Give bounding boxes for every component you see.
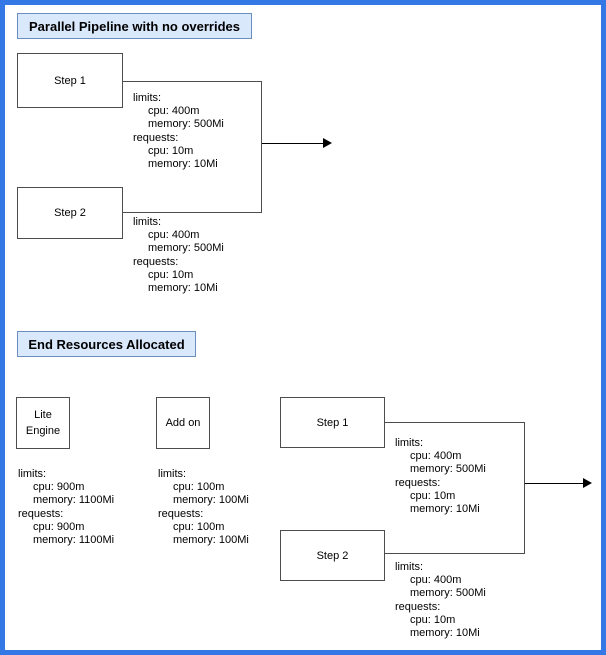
resource-line: limits:: [158, 468, 187, 480]
bottom-step2-box: [280, 530, 385, 581]
resource-line: memory: 1100Mi: [33, 534, 115, 547]
resource-line: cpu: 10m: [410, 613, 456, 626]
resource-line: cpu: 400m: [148, 105, 200, 118]
top-section-heading: Parallel Pipeline with no overrides: [17, 13, 252, 39]
resource-line: limits:: [18, 468, 47, 480]
top-step2-box: [17, 187, 123, 239]
top-step1-label: Step 1: [54, 74, 86, 87]
resource-line: cpu: 900m: [33, 520, 85, 533]
resource-line: requests:: [158, 507, 204, 520]
resource-line: cpu: 100m: [173, 481, 225, 494]
resource-line: requests:: [18, 507, 64, 520]
resource-block-lite-engine: [18, 468, 114, 547]
resource-line: memory: 10Mi: [410, 503, 480, 516]
resource-line: cpu: 10m: [148, 144, 194, 157]
resource-line: memory: 100Mi: [173, 534, 249, 547]
resource-block-add-on: [158, 468, 249, 547]
top-arrow-right-icon: [323, 138, 332, 148]
resource-line: memory: 500Mi: [410, 463, 486, 476]
resource-line: memory: 10Mi: [148, 282, 218, 295]
bottom-step1-label: Step 1: [316, 416, 349, 429]
resource-line: memory: 500Mi: [410, 587, 486, 600]
resource-line: limits:: [133, 216, 162, 228]
resource-line: requests:: [395, 600, 441, 613]
bottom-arrow-right-icon: [583, 478, 592, 488]
resource-line: limits:: [395, 561, 424, 573]
bottom-arrow-line: [525, 483, 584, 484]
resource-block-top-step2: [133, 216, 224, 295]
resource-line: memory: 10Mi: [410, 627, 480, 640]
resource-line: requests:: [395, 476, 441, 489]
lite-engine-label-line2: Engine: [25, 425, 61, 437]
resource-line: cpu: 400m: [410, 450, 462, 463]
resource-line: cpu: 400m: [410, 574, 462, 587]
lite-engine-box: [16, 397, 70, 449]
resource-line: cpu: 10m: [148, 268, 194, 281]
top-arrow-line: [262, 143, 324, 144]
resource-line: cpu: 100m: [173, 520, 225, 533]
bottom-step1-box: [280, 397, 385, 448]
resource-line: limits:: [395, 437, 424, 449]
add-on-label: Add on: [165, 417, 201, 429]
resource-line: requests:: [133, 131, 179, 144]
resource-block-bottom-step1: [395, 437, 486, 516]
lite-engine-label-line1: Lite: [34, 409, 52, 421]
top-step2-label: Step 2: [54, 207, 86, 219]
bottom-section-heading: End Resources Allocated: [17, 331, 196, 357]
resource-line: memory: 10Mi: [148, 158, 218, 171]
resource-line: memory: 500Mi: [148, 242, 224, 255]
resource-line: memory: 500Mi: [148, 118, 224, 131]
resource-line: memory: 100Mi: [173, 494, 249, 507]
resource-line: cpu: 10m: [410, 489, 456, 502]
add-on-box: [156, 397, 210, 449]
bottom-step2-label: Step 2: [316, 549, 349, 562]
resource-line: cpu: 900m: [33, 481, 85, 494]
resource-line: limits:: [133, 92, 162, 104]
resource-line: memory: 1100Mi: [33, 494, 115, 507]
resource-block-bottom-step2: [395, 561, 486, 640]
resource-line: cpu: 400m: [148, 229, 200, 242]
resource-block-top-step1: [133, 92, 224, 171]
resource-line: requests:: [133, 255, 179, 268]
top-step1-box: [17, 53, 123, 108]
